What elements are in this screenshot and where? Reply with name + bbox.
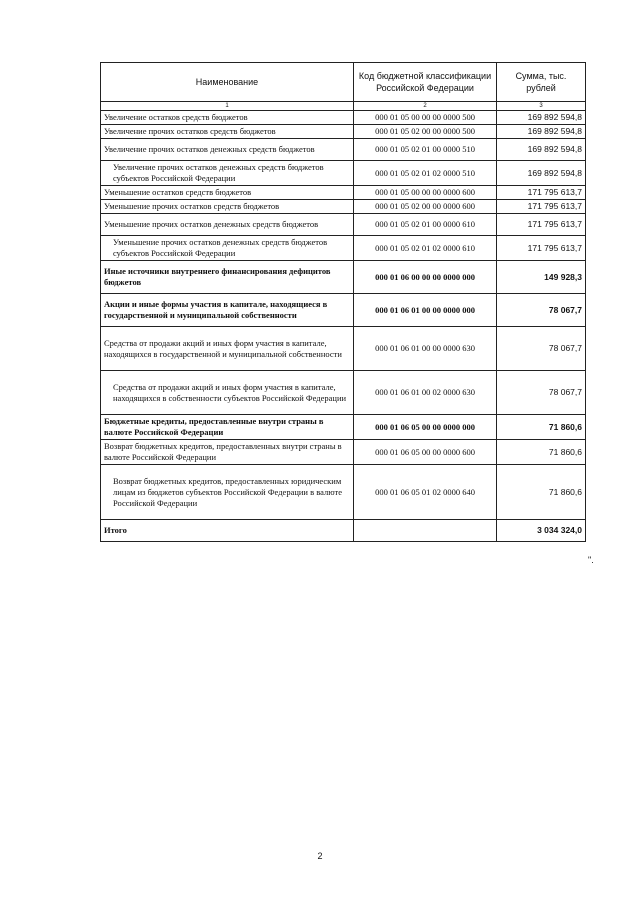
row-sum: 169 892 594,8 — [497, 111, 586, 125]
row-sum: 78 067,7 — [497, 371, 586, 415]
row-sum: 78 067,7 — [497, 327, 586, 371]
table-row — [101, 161, 586, 186]
table-row — [101, 261, 586, 294]
row-name: Увеличение остатков средств бюджетов — [101, 111, 354, 125]
row-name: Иные источники внутреннего финансирования дефицитов бюджетов — [101, 261, 354, 294]
table-row — [101, 186, 586, 200]
table-row — [101, 200, 586, 214]
table-row — [101, 294, 586, 327]
row-code: 000 01 06 01 00 00 0000 000 — [354, 294, 497, 327]
column-number-row — [101, 102, 586, 111]
row-name: Средства от продажи акций и иных форм участия в капитале, находящихся в собственности субъектов Российской Федерации — [101, 371, 354, 415]
row-sum: 78 067,7 — [497, 294, 586, 327]
row-code: 000 01 06 05 01 02 0000 640 — [354, 465, 497, 520]
row-name: Увеличение прочих остатков средств бюджетов — [101, 125, 354, 139]
table-row — [101, 440, 586, 465]
row-sum: 171 795 613,7 — [497, 200, 586, 214]
row-code: 000 01 05 02 01 00 0000 510 — [354, 139, 497, 161]
row-sum: 171 795 613,7 — [497, 236, 586, 261]
row-name: Возврат бюджетных кредитов, предоставленных внутри страны в валюте Российской Федерации — [101, 440, 354, 465]
row-code: 000 01 05 02 01 00 0000 610 — [354, 214, 497, 236]
row-code: 000 01 06 01 00 02 0000 630 — [354, 371, 497, 415]
row-code: 000 01 05 02 00 00 0000 600 — [354, 200, 497, 214]
row-sum: 71 860,6 — [497, 465, 586, 520]
table-row — [101, 415, 586, 440]
row-code: 000 01 06 05 00 00 0000 600 — [354, 440, 497, 465]
row-name: Увеличение прочих остатков денежных средств бюджетов — [101, 139, 354, 161]
row-name: Уменьшение прочих остатков средств бюджетов — [101, 200, 354, 214]
table-row — [101, 465, 586, 520]
table-row — [101, 139, 586, 161]
column-number: 2 — [354, 102, 497, 111]
row-name: Увеличение прочих остатков денежных средств бюджетов субъектов Российской Федерации — [101, 161, 354, 186]
row-sum: 169 892 594,8 — [497, 161, 586, 186]
row-name: Акции и иные формы участия в капитале, находящиеся в государственной и муниципальной собственности — [101, 294, 354, 327]
row-code: 000 01 06 05 00 00 0000 000 — [354, 415, 497, 440]
table-body — [101, 111, 586, 520]
row-name: Уменьшение остатков средств бюджетов — [101, 186, 354, 200]
header-name: Наименование — [101, 63, 354, 102]
row-sum: 171 795 613,7 — [497, 214, 586, 236]
total-code — [354, 520, 497, 542]
row-name: Уменьшение прочих остатков денежных средств бюджетов субъектов Российской Федерации — [101, 236, 354, 261]
row-code: 000 01 06 01 00 00 0000 630 — [354, 327, 497, 371]
table-row — [101, 125, 586, 139]
row-sum: 149 928,3 — [497, 261, 586, 294]
row-code: 000 01 05 02 00 00 0000 500 — [354, 125, 497, 139]
table-header-row — [101, 63, 586, 102]
row-sum: 71 860,6 — [497, 415, 586, 440]
table-row — [101, 371, 586, 415]
total-row — [101, 520, 586, 542]
row-code: 000 01 05 00 00 00 0000 500 — [354, 111, 497, 125]
row-code: 000 01 05 02 01 02 0000 510 — [354, 161, 497, 186]
column-number: 1 — [101, 102, 354, 111]
header-sum: Сумма, тыс. рублей — [497, 63, 586, 102]
row-code: 000 01 06 00 00 00 0000 000 — [354, 261, 497, 294]
closing-quote: ". — [588, 555, 594, 565]
row-sum: 171 795 613,7 — [497, 186, 586, 200]
row-sum: 71 860,6 — [497, 440, 586, 465]
row-code: 000 01 05 02 01 02 0000 610 — [354, 236, 497, 261]
row-sum: 169 892 594,8 — [497, 139, 586, 161]
row-name: Возврат бюджетных кредитов, предоставленных юридическим лицам из бюджетов субъектов Российской Федерации в валюте Российской Федерации — [101, 465, 354, 520]
row-name: Бюджетные кредиты, предоставленные внутри страны в валюте Российской Федерации — [101, 415, 354, 440]
table-row — [101, 236, 586, 261]
budget-sources-table — [100, 62, 586, 542]
row-sum: 169 892 594,8 — [497, 125, 586, 139]
table-row — [101, 111, 586, 125]
page-number: 2 — [317, 851, 323, 861]
row-name: Средства от продажи акций и иных форм участия в капитале, находящихся в государственной и муниципальной собственности — [101, 327, 354, 371]
column-number: 3 — [497, 102, 586, 111]
total-label: Итого — [101, 520, 354, 542]
header-code: Код бюджетной классификации Российской Федерации — [354, 63, 497, 102]
table-row — [101, 327, 586, 371]
total-sum: 3 034 324,0 — [497, 520, 586, 542]
row-name: Уменьшение прочих остатков денежных средств бюджетов — [101, 214, 354, 236]
row-code: 000 01 05 00 00 00 0000 600 — [354, 186, 497, 200]
table-row — [101, 214, 586, 236]
